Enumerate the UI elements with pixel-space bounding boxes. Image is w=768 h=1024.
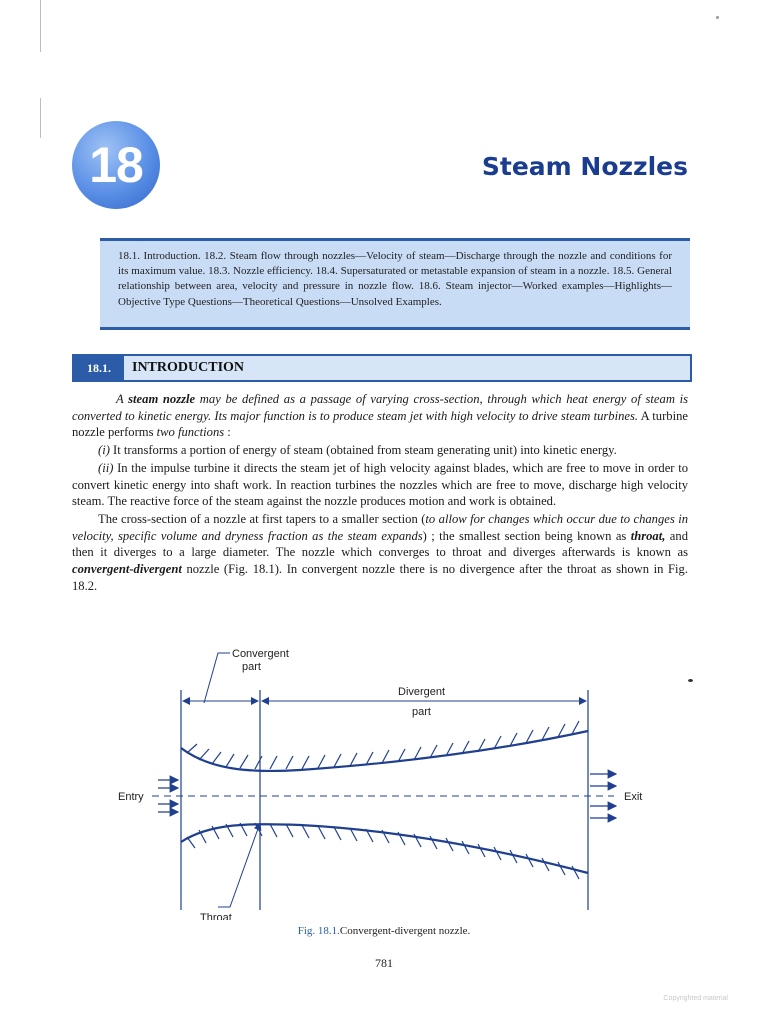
watermark: Copyrighted material: [663, 995, 728, 1002]
leader-throat: [218, 823, 260, 907]
figure-caption-text: Convergent-divergent nozzle.: [339, 925, 471, 937]
chapter-number: 18: [89, 137, 143, 193]
text-run: ) ; the smallest section being known as: [422, 528, 631, 543]
text-run: nozzle (Fig. 18.1). In convergent nozzle there is no divergence after the throat as shown in Fig. 18.2.: [72, 562, 688, 593]
label-divergent: Divergent: [398, 686, 446, 698]
label-convergent: Convergent: [232, 648, 289, 660]
paragraph-definition: [72, 391, 688, 441]
figure-reference: Fig. 18.1.: [297, 925, 340, 937]
chapter-contents-box: [100, 238, 690, 330]
label-convergent-part: part: [242, 661, 261, 673]
chapter-title: Steam Nozzles: [481, 152, 688, 181]
lower-wall-hatching: [187, 823, 579, 879]
margin-mark: [40, 0, 41, 52]
list-number: (ii): [98, 460, 114, 475]
nozzle-diagram: [100, 645, 660, 920]
term-throat: throat,: [630, 528, 666, 543]
paragraph-function-2: [72, 460, 688, 510]
term-convergent-divergent: convergent-divergent: [72, 562, 182, 577]
text-run: may be defined as a passage of varying cross-section, through which heat energy of steam is converted to kinetic energy. Its major function is to produce steam jet with high velocity to drive steam turbines.: [72, 392, 688, 423]
leader-convergent: [204, 653, 230, 703]
text-run: and then it diverges to a large diameter. The nozzle which converges to throat and diverges afterwards is known as: [72, 528, 688, 560]
text-run: In the impulse turbine it directs the steam jet of high velocity against blades, which are free to move in order to convert kinetic energy into shaft work. In reaction turbines the nozzles which are free to move, discharge high velocity steam. The reactive force of the steam against the nozzle produces motion and work is obtained.: [72, 460, 688, 509]
text-run: A turbine nozzle performs: [72, 408, 688, 440]
text-run: :: [224, 425, 231, 440]
chapter-number-badge: [72, 121, 160, 209]
section-number: 18.1.: [74, 356, 124, 380]
text-run: It transforms a portion of energy of steam (obtained from steam generating unit) into kinetic energy.: [109, 443, 617, 458]
figure-caption: [0, 925, 768, 937]
label-entry: Entry: [118, 791, 144, 803]
nozzle-lower-wall: [181, 824, 588, 873]
term-steam-nozzle: steam nozzle: [128, 392, 196, 406]
label-divergent-part: part: [412, 706, 431, 718]
text-run: A: [116, 392, 129, 406]
paragraph-function-1: [72, 442, 688, 459]
label-throat: Throat: [200, 912, 232, 920]
page-number: 781: [375, 956, 393, 970]
paragraph-cross-section: [72, 511, 688, 595]
section-title: INTRODUCTION: [132, 360, 245, 375]
section-heading: [72, 354, 692, 382]
text-run: to allow for changes which occur due to changes in velocity, specific volume and dryness fraction as the steam expands: [72, 511, 688, 543]
body-text: [72, 391, 688, 595]
margin-mark: [40, 98, 41, 138]
list-number: (i): [98, 443, 110, 458]
text-run: two functions: [156, 425, 225, 440]
speck: [716, 16, 719, 19]
label-exit: Exit: [624, 791, 643, 803]
speck: [688, 679, 693, 682]
chapter-contents-text: 18.1. Introduction. 18.2. Steam flow through nozzles—Velocity of steam—Discharge through the nozzle and conditions for its maximum value. 18.3. Nozzle efficiency. 18.4. Supersaturated or metastable expansion of steam in a nozzle. 18.5. General relationship between area, velocity and pressure in nozzle flow. 18.6. Steam injector—Worked examples—Highlights—Objective Type Questions—Theoretical Questions—Unsolved Examples.: [118, 250, 672, 308]
text-run: The cross-section of a nozzle at first tapers to a smaller section (: [98, 511, 426, 526]
